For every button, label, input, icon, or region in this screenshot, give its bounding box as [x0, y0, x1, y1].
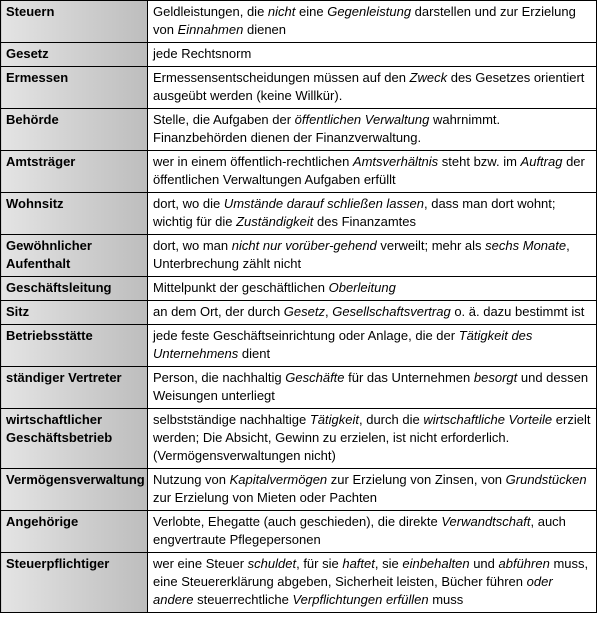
term-cell: Sitz [1, 301, 148, 325]
definition-emphasis: Amtsverhältnis [352, 154, 439, 169]
definition-cell [148, 367, 597, 409]
definition-text: Verlobte, Ehegatte (auch geschieden), die direkte [153, 514, 442, 529]
definition-text: jede feste Geschäftseinrichtung oder Anlage, die der [153, 328, 459, 343]
definition-text: , sie [374, 556, 403, 571]
definition-cell [148, 43, 597, 67]
definition-text: steuerrechtliche [193, 592, 293, 607]
definition-cell [148, 235, 597, 277]
table-row [1, 235, 597, 277]
definition-text: dient [238, 346, 271, 361]
definition-text: wer eine Steuer [153, 556, 248, 571]
definition-emphasis: wirtschaftliche Vorteile [423, 412, 553, 427]
definition-text: wahrnimmt. Finanzbehörden dienen der Finanzverwaltung. [153, 112, 501, 145]
definition-cell [148, 193, 597, 235]
definition-text: Nutzung von [153, 472, 230, 487]
definition-text: verweilt; mehr als [376, 238, 486, 253]
definition-cell [148, 277, 597, 301]
definition-emphasis: sechs Monate [485, 238, 567, 253]
definition-text: selbstständige nachhaltige [153, 412, 310, 427]
definition-text: jede Rechtsnorm [153, 46, 252, 61]
definition-text: Ermessensentscheidungen müssen auf den [153, 70, 410, 85]
definition-emphasis: öffentlichen Verwaltung [294, 112, 430, 127]
definition-text: des Gesetzes orientiert ausgeübt werden (keine Willkür). [153, 70, 585, 103]
table-row [1, 277, 597, 301]
definition-text: , für sie [296, 556, 343, 571]
term-cell: Steuerpflichtiger [1, 553, 148, 613]
definition-cell [148, 301, 597, 325]
definition-text: dienen [243, 22, 287, 37]
definition-emphasis: nicht nur vorüber-gehend [231, 238, 377, 253]
definition-text: Mittelpunkt der geschäftlichen [153, 280, 329, 295]
definition-emphasis: Verpflichtungen erfüllen [292, 592, 429, 607]
definition-emphasis: Tätigkeit des Unternehmens [153, 328, 533, 361]
term-cell: wirtschaftlicher Geschäftsbetrieb [1, 409, 148, 469]
table-row [1, 67, 597, 109]
definition-text: und dessen Weisungen unterliegt [153, 370, 589, 403]
definition-cell [148, 553, 597, 613]
definition-text: dort, wo man [153, 238, 232, 253]
definition-text: eine [295, 4, 328, 19]
definition-emphasis: abführen [498, 556, 550, 571]
table-row [1, 193, 597, 235]
definition-text: , dass man dort wohnt; wichtig für die [153, 196, 556, 229]
definition-emphasis: Oberleitung [328, 280, 396, 295]
term-cell: Wohnsitz [1, 193, 148, 235]
definition-text: zur Erzielung von Zinsen, von [327, 472, 506, 487]
definition-cell [148, 511, 597, 553]
definition-emphasis: Geschäfte [285, 370, 345, 385]
definition-emphasis: einbehalten [402, 556, 470, 571]
term-cell: Betriebsstätte [1, 325, 148, 367]
definition-text: erzielt werden; Die Absicht, Gewinn zu erzielen, ist nicht erforderlich. (Vermögensverwaltungen nicht) [153, 412, 591, 463]
definition-emphasis: nicht [267, 4, 296, 19]
term-cell: Angehörige [1, 511, 148, 553]
definition-cell [148, 325, 597, 367]
definition-emphasis: Umstände darauf schließen lassen [223, 196, 424, 211]
definition-text: , auch engvertraute Pflegepersonen [153, 514, 566, 547]
glossary-body [1, 1, 597, 613]
term-cell: Behörde [1, 109, 148, 151]
definition-text: , [324, 304, 333, 319]
definition-emphasis: Zweck [409, 70, 448, 85]
term-cell: Ermessen [1, 67, 148, 109]
definition-text: darstellen und zur Erzielung von [153, 4, 576, 37]
definition-text: dort, wo die [153, 196, 224, 211]
definition-cell [148, 109, 597, 151]
definition-emphasis: Gesetz [283, 304, 325, 319]
table-row [1, 301, 597, 325]
definition-emphasis: oder andere [153, 574, 553, 607]
definition-cell [148, 67, 597, 109]
term-cell: ständiger Vertreter [1, 367, 148, 409]
definition-text: zur Erzielung von Mieten oder Pachten [153, 490, 378, 505]
term-cell: Steuern [1, 1, 148, 43]
definition-text: und [469, 556, 499, 571]
table-row [1, 511, 597, 553]
definition-cell [148, 1, 597, 43]
definition-emphasis: Auftrag [520, 154, 563, 169]
definition-cell [148, 469, 597, 511]
definition-emphasis: schuldet [247, 556, 297, 571]
table-row [1, 325, 597, 367]
table-row [1, 151, 597, 193]
definition-text: o. ä. dazu bestimmt ist [450, 304, 585, 319]
term-cell: Vermögensverwaltung [1, 469, 148, 511]
definition-emphasis: Grundstücken [505, 472, 587, 487]
table-row [1, 469, 597, 511]
definition-text: Person, die nachhaltig [153, 370, 286, 385]
definition-text: muss, eine Steuererklärung abgeben, Sicherheit leisten, Bücher führen [153, 556, 589, 589]
definition-emphasis: Verwandtschaft [441, 514, 531, 529]
definition-text: , Unterbrechung zählt nicht [153, 238, 570, 271]
definition-emphasis: Gegenleistung [327, 4, 412, 19]
definition-text: muss [428, 592, 464, 607]
definition-emphasis: besorgt [473, 370, 518, 385]
definition-cell [148, 409, 597, 469]
definition-text: der öffentlichen Verwaltungen Aufgaben erfüllt [153, 154, 585, 187]
table-row [1, 1, 597, 43]
table-row [1, 109, 597, 151]
definition-text: des Finanzamtes [313, 214, 417, 229]
term-cell: Amtsträger [1, 151, 148, 193]
definition-text: wer in einem öffentlich-rechtlichen [153, 154, 353, 169]
definition-emphasis: Zuständigkeit [236, 214, 314, 229]
definition-emphasis: Kapitalvermögen [229, 472, 328, 487]
table-row [1, 409, 597, 469]
term-cell: Geschäftsleitung [1, 277, 148, 301]
definition-text: für das Unternehmen [344, 370, 474, 385]
definition-text: Geldleistungen, die [153, 4, 268, 19]
term-cell: Gewöhnlicher Aufenthalt [1, 235, 148, 277]
table-row [1, 553, 597, 613]
definition-text: an dem Ort, der durch [153, 304, 284, 319]
definition-emphasis: Tätigkeit [309, 412, 359, 427]
table-row [1, 43, 597, 67]
definition-text: steht bzw. im [438, 154, 521, 169]
definition-text: Stelle, die Aufgaben der [153, 112, 295, 127]
definition-text: , durch die [358, 412, 424, 427]
definition-emphasis: Gesellschaftsvertrag [332, 304, 451, 319]
table-row [1, 367, 597, 409]
definition-cell [148, 151, 597, 193]
definition-emphasis: Einnahmen [177, 22, 244, 37]
definition-emphasis: haftet [342, 556, 375, 571]
term-cell: Gesetz [1, 43, 148, 67]
